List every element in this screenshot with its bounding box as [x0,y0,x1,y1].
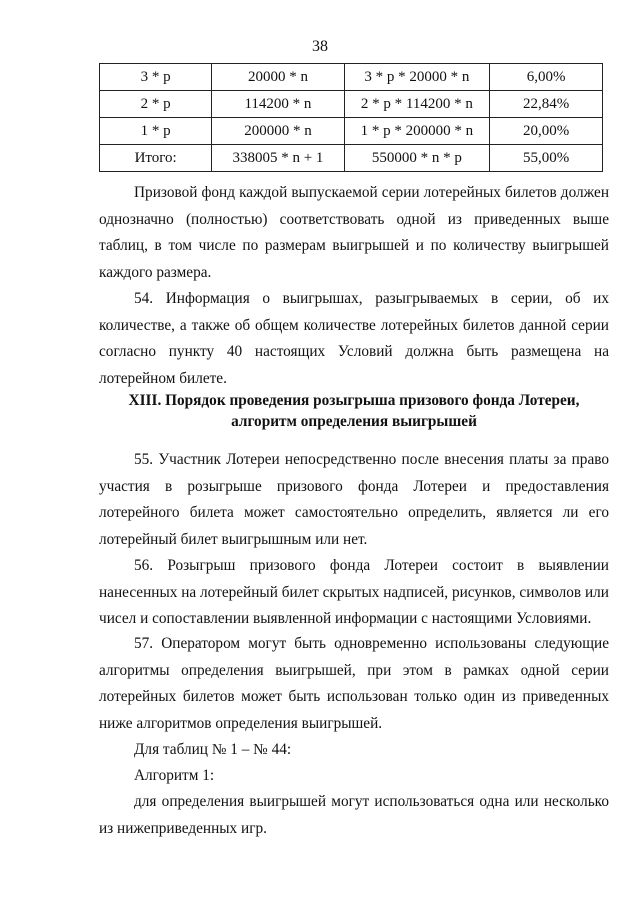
table-cell: 3 * p [100,64,212,91]
table-cell: 200000 * n [212,118,344,145]
table-cell: 2 * p [100,91,212,118]
table-cell: 3 * p * 20000 * n [344,64,490,91]
table-cell: 20,00% [490,118,603,145]
table-cell: 55,00% [490,145,603,172]
section-heading-line1: XIII. Порядок проведения розыгрыша призового фонда Лотереи, [128,392,580,409]
paragraph-text: для определения выигрышей могут использоваться одна или несколько из нижеприведенных игр. [99,793,609,837]
line-text: Алгоритм 1: [134,767,215,784]
table-cell: 22,84% [490,91,603,118]
section-heading [99,390,609,432]
table-cell: 6,00% [490,64,603,91]
table-cell: 1 * p * 200000 * n [344,118,490,145]
paragraph-54 [99,286,609,392]
table-row [100,64,603,91]
paragraph-57 [99,631,609,737]
paragraph-55 [99,447,609,553]
line-algorithm [99,763,609,790]
table-cell: Итого: [100,145,212,172]
prize-table [99,63,603,172]
paragraph-text: 54. Информация о выигрышах, разыгрываемых в серии, об их количестве, а также об общем количестве лотерейных билетов данной серии согласно пункту 40 настоящих Условий должна быть размещена на лотерейном билете. [99,290,609,387]
section-heading-line2: алгоритм определения выигрышей [231,413,477,430]
table-cell: 114200 * n [212,91,344,118]
line-text: Для таблиц № 1 – № 44: [134,741,292,758]
paragraph-prize-fund [99,180,609,286]
paragraph-text: 56. Розыгрыш призового фонда Лотереи состоит в выявлении нанесенных на лотерейный билет скрытых надписей, рисунков, символов или чисел и сопоставлении выявленной информации с настоящими Условиями. [99,557,609,627]
paragraph-text: 57. Оператором могут быть одновременно использованы следующие алгоритмы определения выигрышей, при этом в рамках одной серии лотерейных билетов может быть использован только один из приведенных ниже алгоритмов определения выигрышей. [99,635,609,732]
table-row-total [100,145,603,172]
table-cell: 550000 * n * p [344,145,490,172]
table-cell: 2 * p * 114200 * n [344,91,490,118]
table-row [100,118,603,145]
paragraph-text: 55. Участник Лотереи непосредственно после внесения платы за право участия в розыгрыше призового фонда Лотереи и предоставления лотерейного билета может самостоятельно определить, является ли его лотерейный билет выигрышным или нет. [99,451,609,548]
table-cell: 1 * p [100,118,212,145]
table-cell: 338005 * n + 1 [212,145,344,172]
table-row [100,91,603,118]
paragraph-text: Призовой фонд каждой выпускаемой серии лотерейных билетов должен однозначно (полностью) соответствовать одной из приведенных выше таблиц, в том числе по размерам выигрышей и по количеству выигрышей каждого размера. [99,184,609,281]
table-cell: 20000 * n [212,64,344,91]
page-number: 38 [312,38,328,55]
paragraph-last [99,789,609,842]
line-tables [99,737,609,764]
paragraph-56 [99,553,609,633]
